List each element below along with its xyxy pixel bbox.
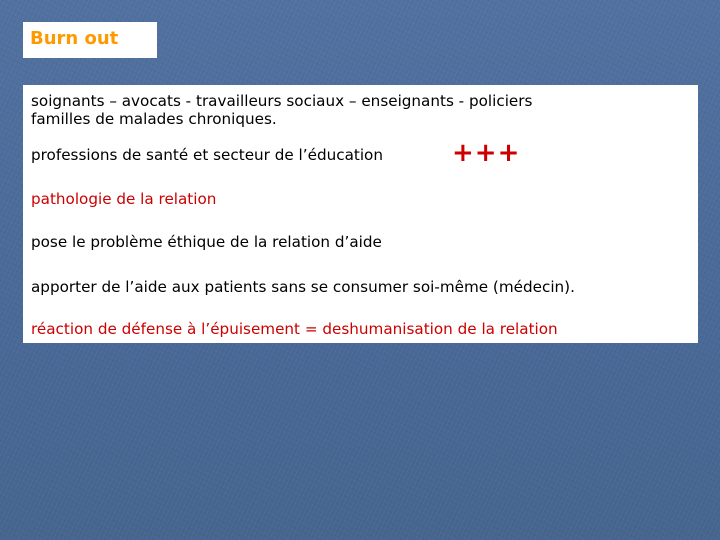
professions-list-line-1: soignants – avocats - travailleurs sociaux – enseignants - policiers: [31, 92, 533, 110]
slide-title-box: [23, 22, 157, 58]
relation-pathology-line: pathologie de la relation: [31, 190, 217, 208]
slide-content-box: [23, 85, 698, 343]
professions-list-line-2: familles de malades chroniques.: [31, 110, 277, 128]
emphasis-plus-marker: +++: [452, 138, 521, 168]
slide-title: Burn out: [30, 28, 119, 49]
defense-reaction-line: réaction de défense à l’épuisement = deshumanisation de la relation: [31, 320, 558, 338]
health-education-line: professions de santé et secteur de l’éducation: [31, 146, 383, 164]
help-patients-line: apporter de l’aide aux patients sans se consumer soi-même (médecin).: [31, 278, 575, 296]
ethical-problem-line: pose le problème éthique de la relation d’aide: [31, 233, 382, 251]
